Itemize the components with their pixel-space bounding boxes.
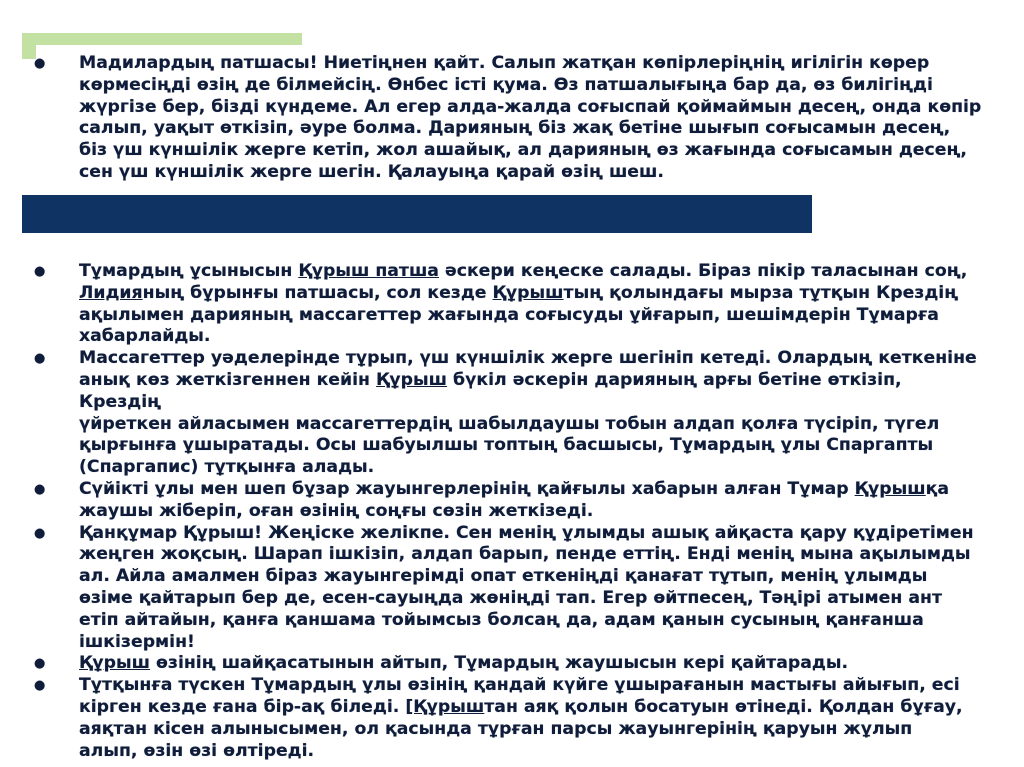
list-item [32, 479, 982, 523]
bullet-icon: ● [34, 351, 46, 367]
title-accent-bar [22, 33, 302, 45]
bullet-icon: ● [34, 264, 46, 279]
top-text-block [32, 53, 982, 184]
link-kurysh-patsha[interactable]: Құрыш патша [298, 261, 439, 281]
paragraph-text [79, 675, 963, 760]
text-run: өзінің шайқасатынын айтып, Тұмардың жаушысын кері қайтарады. [150, 653, 849, 674]
text-run: Сүйікті ұлы мен шеп бұзар жауынгерлерінің қайғылы хабарын алған Тұмар [79, 478, 855, 499]
paragraph-text [79, 348, 977, 477]
bullet-icon: ● [34, 56, 46, 71]
text-run: Тұтқынға түскен Тұмардың ұлы өзінің қандай күйге ұшырағанын мастығы айығып, есі кірген кезде ғана бір-ақ біледі. [79, 675, 960, 717]
list-item [32, 523, 982, 654]
text-run: қа жаушы жіберіп, оған өзінің соңғы сөзін жеткізеді. [79, 478, 950, 521]
text-run: ның бұрынғы патшасы, сол кезде [142, 282, 493, 303]
list-item [32, 261, 982, 348]
text-run: тың қолындағы мырза тұтқын Крездің ақылымен дарияның массагеттер жағында соғысуды ұйғарып, шешімдерін Тұмарға хабарлайды. [79, 282, 959, 347]
link-kurysh[interactable]: Құрыш [79, 653, 151, 674]
bullet-icon: ● [34, 656, 46, 672]
link-kurysh[interactable]: Құрыш [376, 369, 448, 390]
list-item [32, 653, 982, 675]
list-item [32, 675, 982, 762]
bullet-icon: ● [34, 481, 46, 497]
list-item [32, 348, 982, 479]
section-divider-band [22, 195, 812, 233]
link-kurysh[interactable]: Құрыш [854, 478, 926, 499]
paragraph-text: Мадилардың патшасы! Ниетіңнен қайт. Салып жатқан көпірлеріңнің игілігін көрер көрмесіңді өзің де білмейсің. Өнбес істі қума. Өз патшалығыңа бар да, өз билігіңді жүргізе бер, бізді күндеме. Ал егер алда-жалда соғыспай қоймаймын десең, онда көпір салып, уақыт өткізіп, әуре болма. Дарияның біз жақ бетіне шығып соғысамын десең, біз үш күншілік жерге кетіп, жол ашайық, ал дарияның өз жағында соғысамын десең, сен үш күншілік жерге шегін. Қалауыңа қарай өзің шеш. [79, 53, 982, 182]
text-run: Массагеттер уәделерінде тұрып, үш күншілік жерге шегініп кетеді. Олардың кеткеніне анық көз жеткізгеннен кейін [79, 348, 977, 390]
paragraph-text [79, 653, 848, 673]
link-kurysh[interactable]: [Құрыш [405, 696, 485, 717]
bottom-text-block [32, 261, 982, 762]
text-run: Тұмардың ұсынысын [79, 261, 299, 281]
bullet-icon: ● [34, 678, 46, 694]
bullet-icon: ● [34, 525, 46, 541]
list-item [32, 53, 982, 184]
paragraph-text [79, 479, 949, 521]
paragraph-text [79, 523, 974, 652]
text-run: тан аяқ қолын босатуын өтінеді. Қолдан бұғау, аяқтан кісен алынысымен, ол қасында тұрған парсы жауынгерінің қаруын жұлып алып, өзін өзі өлтіреді. [79, 696, 963, 761]
text-run: Қанқұмар Құрыш! Жеңіске желікпе. Сен менің ұлымды ашық айқаста қару құдіретімен жеңген жоқсың. Шарап ішкізіп, алдап барып, пенде еттің. Енді менің мына ақылымды ал. Айла амалмен біраз жауынгерімді опат еткеніңді қанағат тұтып, менің ұлымды өзіме қайтарып бер де, есен-сауыңда жөніңді тап. Егер өйтпесең, Тәңірі атымен ант етіп айтайын, қанға қаншама тойымсыз болсаң да, адам қанын сусының қанғанша ішкізермін! [79, 522, 974, 652]
paragraph-text [79, 261, 967, 346]
text-run: әскери кеңеске салады. Біраз пікір таласынан соң, [444, 261, 968, 281]
link-lidiya[interactable]: Лидия [79, 282, 143, 303]
link-kurysh[interactable]: Құрыш [492, 282, 564, 303]
text-run: бүкіл әскерін дарияның арғы бетіне өткізіп, Крездің үйреткен айласымен массагеттердің шабылдаушы тобын алдап қолға түсіріп, түгел қырғынға ұшыратады. Осы шабуылшы топтың басшысы, Тұмардың ұлы Спаргапты (Спаргапис) тұтқынға алады. [79, 369, 940, 478]
